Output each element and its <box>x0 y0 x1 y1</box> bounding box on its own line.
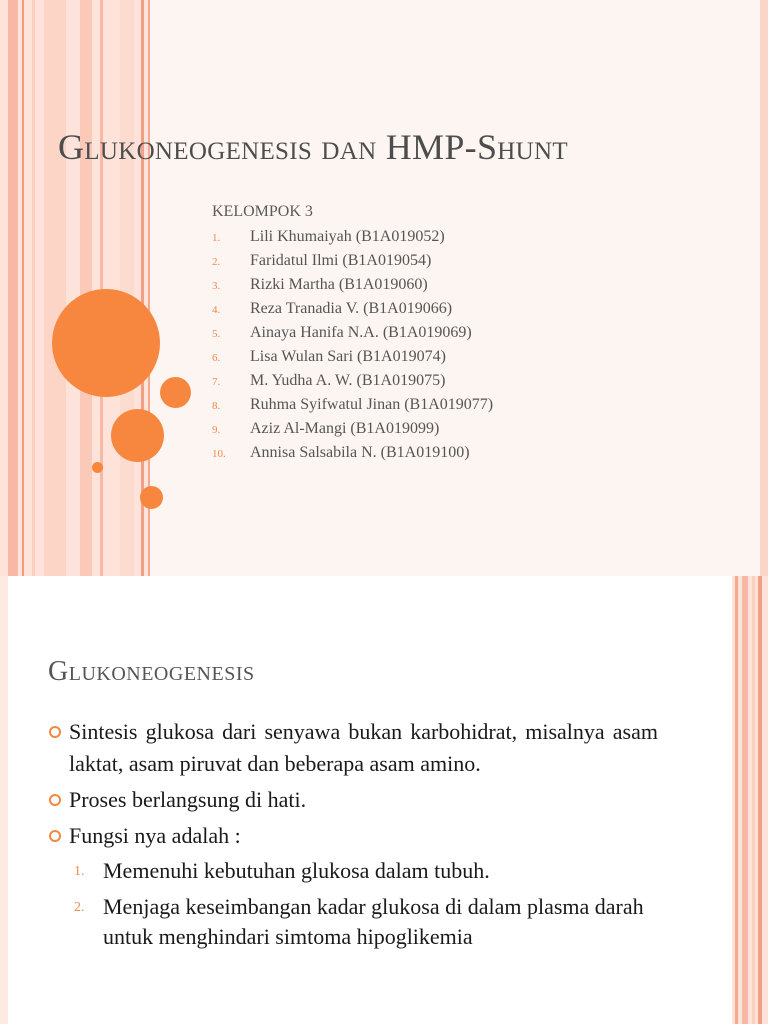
decorative-stripe <box>742 576 748 1024</box>
decorative-stripe <box>22 0 24 576</box>
decorative-circle-small <box>92 462 103 473</box>
member-item <box>212 396 493 420</box>
member-name: M. Yudha A. W. (B1A019075) <box>250 372 446 389</box>
sub-item <box>48 892 658 952</box>
member-name: Reza Tranadia V. (B1A019066) <box>250 300 453 317</box>
member-item <box>212 324 493 348</box>
member-name: Annisa Salsabila N. (B1A019100) <box>250 444 470 461</box>
bullet-item <box>48 784 658 816</box>
bullet-text: Sintesis glukosa dari senyawa bukan karbohidrat, misalnya asam laktat, asam piruvat dan beberapa asam amino. <box>69 719 658 776</box>
member-number: 3. <box>212 280 221 292</box>
decorative-stripe <box>80 0 92 576</box>
decorative-stripe <box>760 0 768 576</box>
decorative-stripe <box>735 576 738 1024</box>
member-name: Ainaya Hanifa N.A. (B1A019069) <box>250 324 472 341</box>
bullet-icon <box>49 726 61 738</box>
sub-item-number: 2. <box>74 900 85 915</box>
member-number: 10. <box>212 448 226 460</box>
slide-title: Glukoneogenesis dan HMP-Shunt <box>58 127 568 167</box>
member-name: Rizki Martha (B1A019060) <box>250 276 428 293</box>
bullet-list <box>48 716 658 958</box>
decorative-stripe <box>758 576 762 1024</box>
member-name: Faridatul Ilmi (B1A019054) <box>250 252 432 269</box>
member-number: 2. <box>212 256 221 268</box>
content-slide <box>0 576 768 1024</box>
member-number: 6. <box>212 352 221 364</box>
member-name: Aziz Al-Mangi (B1A019099) <box>250 420 440 437</box>
bullet-item <box>48 820 658 852</box>
decorative-stripe <box>0 576 8 1024</box>
member-number: 8. <box>212 400 221 412</box>
member-number: 9. <box>212 424 221 436</box>
decorative-circle-large <box>52 289 160 397</box>
member-item <box>212 252 493 276</box>
slide-title: Glukoneogenesis <box>48 656 255 687</box>
group-label: KELOMPOK 3 <box>212 203 313 220</box>
decorative-stripe <box>44 0 66 576</box>
sub-item-text: Memenuhi kebutuhan glukosa dalam tubuh. <box>103 858 490 883</box>
member-item <box>212 228 493 252</box>
sub-item-number: 1. <box>74 864 85 879</box>
bullet-text: Proses berlangsung di hati. <box>69 787 307 812</box>
member-number: 4. <box>212 304 221 316</box>
member-number: 7. <box>212 376 221 388</box>
member-number: 5. <box>212 328 221 340</box>
decorative-stripe <box>100 0 103 576</box>
sub-item-text: Menjaga keseimbangan kadar glukosa di dalam plasma darah untuk menghindari simtoma hipoglikemia <box>103 894 644 949</box>
bullet-icon <box>49 794 61 806</box>
member-item <box>212 420 493 444</box>
member-name: Lisa Wulan Sari (B1A019074) <box>250 348 446 365</box>
decorative-stripe <box>120 0 134 576</box>
decorative-circle <box>111 409 164 462</box>
member-item <box>212 276 493 300</box>
member-item <box>212 372 493 396</box>
bullet-icon <box>49 830 61 842</box>
member-item <box>212 444 493 468</box>
bullet-text: Fungsi nya adalah : <box>69 823 241 848</box>
member-item <box>212 300 493 324</box>
decorative-stripe <box>32 0 35 576</box>
decorative-circle <box>160 377 191 408</box>
decorative-stripe <box>8 0 18 576</box>
member-item <box>212 348 493 372</box>
member-name: Ruhma Syifwatul Jinan (B1A019077) <box>250 396 494 413</box>
member-name: Lili Khumaiyah (B1A019052) <box>250 228 445 245</box>
bullet-item <box>48 716 658 780</box>
member-number: 1. <box>212 232 221 244</box>
decorative-circle <box>140 486 163 509</box>
sub-item <box>48 856 658 886</box>
decorative-stripe <box>752 576 755 1024</box>
member-list <box>212 228 493 468</box>
